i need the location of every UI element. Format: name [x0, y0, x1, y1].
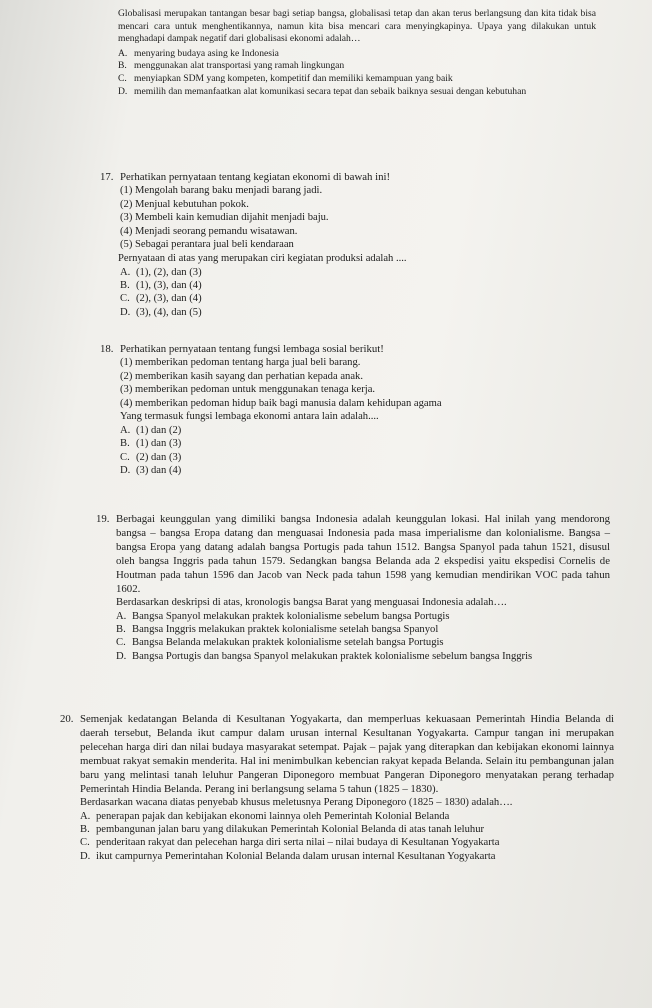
question-20-option-c[interactable]: C. penderitaan rakyat dan pelecehan harga diri serta nilai – nilai budaya di Kesultanan Yogyakarta: [80, 837, 500, 849]
statement-item: (4) Menjadi seorang pemandu wisatawan.: [120, 225, 298, 237]
question-18-option-d[interactable]: D. (3) dan (4): [120, 465, 182, 477]
question-19-option-b[interactable]: B. Bangsa Inggris melakukan praktek kolonialisme setelah bangsa Spanyol: [116, 624, 439, 635]
question-17-option-a[interactable]: A. (1), (2), dan (3): [120, 266, 202, 278]
question-19-option-d[interactable]: D. Bangsa Portugis dan bangsa Spanyol melakukan praktek kolonialisme sebelum bangsa Inggris: [116, 650, 533, 662]
question-number: 19.: [96, 513, 110, 525]
question-20-option-b[interactable]: B. pembangunan jalan baru yang dilakukan Pemerintah Kolonial Belanda di atas tanah leluhur: [80, 824, 485, 835]
question-18-prompt: Yang termasuk fungsi lembaga ekonomi antara lain adalah....: [120, 411, 379, 423]
question-16-option-d[interactable]: D. memilih dan memanfaatkan alat komunikasi secara tepat dan sebaik baiknya sesuai dengan kebutuhan: [118, 85, 527, 97]
question-19-header: [96, 512, 610, 596]
question-20-stem: Semenjak kedatangan Belanda di Kesultanan Yogyakarta, dan memperluas kekuasaan Pemerintah Hindia Belanda di daerah tersebut, Belanda ikut campur dalam urusan internal Kesultanan Yogyakarta. Campur tangan ini merupakan pelecehan harga diri dan nilai budaya masyarakat setempat. Pajak – pajak yang diterapkan dan kebijakan ekonomi lainnya membuat rakyat semakin menderita. Hal ini menimbulkan kebencian rakyat kepada Belanda. Selain itu pembangunan jalan baru yang melintasi tanah leluhur Pangeran Diponegoro membuat Pangeran Diponegoro menyatakan perang terhadap Pemerintah Hindia Belanda. Perang ini berlangsung selama 5 tahun (1825 – 1830).: [80, 713, 614, 795]
question-17: [100, 170, 592, 319]
question-19-option-a[interactable]: A. Bangsa Spanyol melakukan praktek kolonialisme sebelum bangsa Portugis: [116, 610, 450, 622]
question-17-option-c[interactable]: C. (2), (3), dan (4): [120, 293, 202, 305]
question-16: [118, 8, 596, 98]
question-19-prompt: Berdasarkan deskripsi di atas, kronologis bangsa Barat yang menguasai Indonesia adalah….: [116, 597, 507, 608]
question-16-stem: Globalisasi merupakan tantangan besar bagi setiap bangsa, globalisasi tetap dan akan terus berlangsung dan kita tidak bisa mencari cara untuk menghentikannya, namun kita bisa mencari cara menyingkapinya. Upaya yang dilakukan untuk menghadapi dampak negatif dari globalisasi ekonomi adalah…: [118, 8, 596, 45]
question-17-prompt: Pernyataan di atas yang merupakan ciri kegiatan produksi adalah ....: [118, 252, 407, 264]
statement-item: (2) memberikan kasih sayang dan perhatian kepada anak.: [120, 370, 363, 382]
question-number: 17.: [100, 171, 114, 183]
question-number: 20.: [60, 713, 74, 725]
question-17-option-b[interactable]: B. (1), (3), dan (4): [120, 279, 202, 291]
question-16-option-b[interactable]: B. menggunakan alat transportasi yang ramah lingkungan: [118, 60, 345, 72]
question-18: [100, 342, 596, 478]
question-20: [60, 712, 614, 863]
statement-item: (1) memberikan pedoman tentang harga jual beli barang.: [120, 357, 361, 368]
question-19-stem: Berbagai keunggulan yang dimiliki bangsa Indonesia adalah keunggulan lokasi. Hal inilah yang mendorong bangsa – bangsa Eropa datang dan menguasai Indonesia pada masa imperialisme dan kolonialisme. Bangsa – bangsa Eropa yang datang adalah bangsa Portugis pada tahun 1512. Bangsa Spanyol pada tahun 1521, disusul oleh bangsa Inggris pada tahun 1579. Sedangkan bangsa Belanda ada 2 ekspedisi yaitu ekspedisi Cornelis de Houtman pada tahun 1596 dan Jacob van Neck pada tahun 1598 yang kemudian mendirikan VOC pada tahun 1602.: [116, 513, 610, 595]
question-17-stem: Perhatikan pernyataan tentang kegiatan ekonomi di bawah ini!: [120, 171, 391, 183]
question-18-option-c[interactable]: C. (2) dan (3): [120, 451, 182, 463]
statement-item: (4) memberikan pedoman hidup baik bagi manusia dalam kehidupan agama: [120, 397, 442, 409]
statement-item: (3) Membeli kain kemudian dijahit menjadi baju.: [120, 212, 329, 224]
question-19: [96, 512, 610, 663]
question-17-option-d[interactable]: D. (3), (4), dan (5): [120, 306, 202, 318]
question-18-option-a[interactable]: A. (1) dan (2): [120, 424, 182, 436]
question-number: 18.: [100, 343, 114, 355]
question-20-option-a[interactable]: A. penerapan pajak dan kebijakan ekonomi lainnya oleh Pemerintah Kolonial Belanda: [80, 810, 450, 822]
question-20-option-d[interactable]: D. ikut campurnya Pemerintahan Kolonial Belanda dalam urusan internal Kesultanan Yogyakarta: [80, 850, 496, 862]
statement-item: (3) memberikan pedoman untuk menggunakan tenaga kerja.: [120, 384, 376, 396]
question-17-header: [100, 170, 592, 184]
question-20-prompt: Berdasarkan wacana diatas penyebab khusus meletusnya Perang Diponegoro (1825 – 1830) adalah….: [80, 797, 513, 808]
statement-item: (1) Mengolah barang baku menjadi barang jadi.: [120, 185, 323, 196]
statement-item: (5) Sebagai perantara jual beli kendaraan: [120, 239, 294, 251]
question-16-option-c[interactable]: C. menyiapkan SDM yang kompeten, kompetitif dan memiliki kemampuan yang baik: [118, 72, 453, 84]
question-19-option-c[interactable]: C. Bangsa Belanda melakukan praktek kolonialisme setelah bangsa Portugis: [116, 637, 444, 649]
question-20-header: [60, 712, 614, 796]
statement-item: (2) Menjual kebutuhan pokok.: [120, 198, 249, 210]
question-18-stem: Perhatikan pernyataan tentang fungsi lembaga sosial berikut!: [120, 343, 384, 355]
question-16-option-a[interactable]: A. menyaring budaya asing ke Indonesia: [118, 47, 279, 59]
question-18-header: [100, 342, 596, 356]
question-18-option-b[interactable]: B. (1) dan (3): [120, 438, 182, 450]
